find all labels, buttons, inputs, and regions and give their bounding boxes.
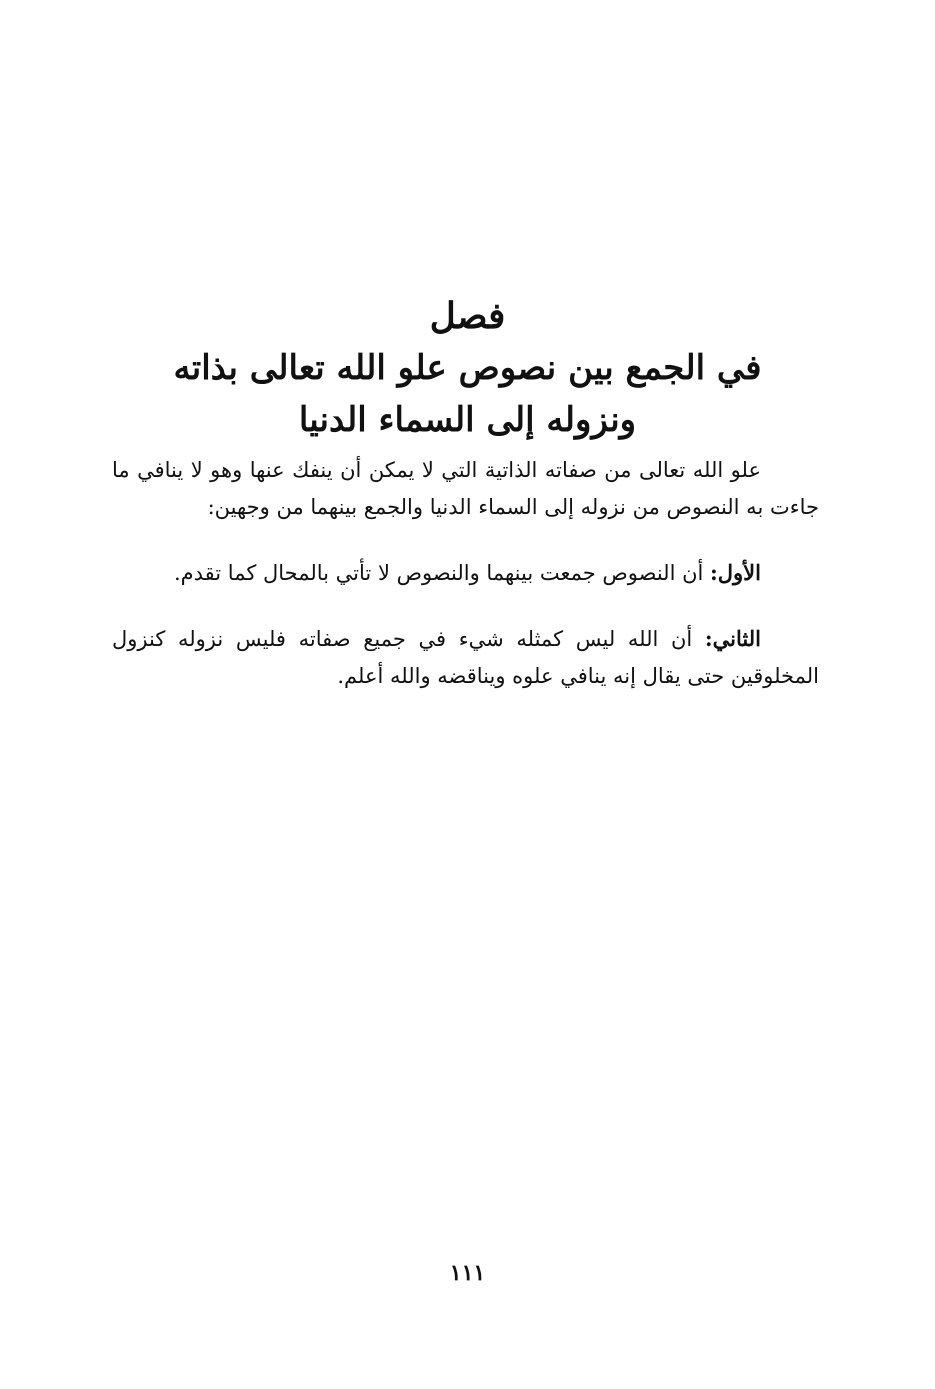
chapter-heading: [80, 290, 855, 446]
first-point-label: الأول:: [710, 560, 761, 585]
second-point-label: الثاني:: [704, 626, 761, 651]
intro-paragraph: علو الله تعالى من صفاته الذاتية التي لا يمكن أن ينفك عنها وهو لا ينافي ما جاءت به النصوص من نزوله إلى السماء الدنيا والجمع بينهما من وجهين:: [112, 458, 819, 519]
first-point-paragraph: [112, 554, 819, 592]
page-number: ١١١: [449, 1260, 486, 1286]
heading-line-1: فصل: [429, 295, 506, 337]
heading-line-3: ونزوله إلى السماء الدنيا: [298, 400, 637, 440]
heading-line-2: في الجمع بين نصوص علو الله تعالى بذاته: [173, 348, 762, 388]
first-point-text: أن النصوص جمعت بينهما والنصوص لا تأتي بالمحال كما تقدم.: [173, 561, 704, 585]
second-point-paragraph: [112, 620, 819, 695]
second-point-text: أن الله ليس كمثله شيء في جميع صفاته فليس نزوله كنزول المخلوقين حتى يقال إنه ينافي علوه ويناقضه والله أعلم.: [112, 627, 819, 688]
body-text: [112, 452, 819, 723]
